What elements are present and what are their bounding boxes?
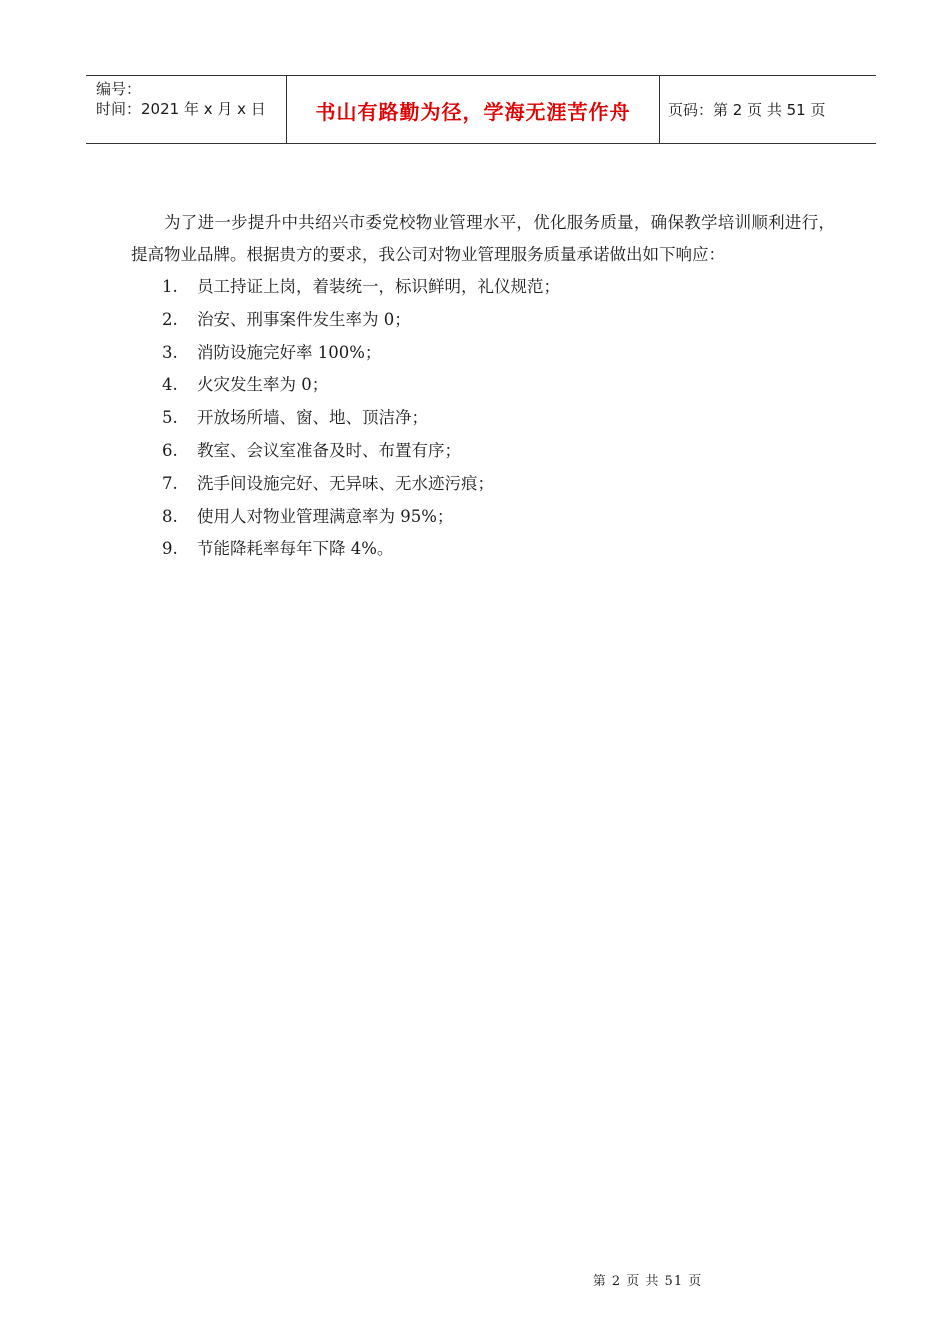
list-item	[131, 271, 835, 304]
header-meta	[86, 76, 287, 143]
list-item	[131, 435, 835, 468]
list-item-text: 治安、刑事案件发生率为 0；	[197, 309, 411, 329]
list-item-text: 使用人对物业管理满意率为 95%；	[197, 506, 454, 526]
list-item-text: 教室、会议室准备及时、布置有序；	[197, 440, 461, 460]
list-item-text: 节能降耗率每年下降 4%。	[197, 539, 394, 559]
list-item	[131, 304, 835, 337]
list-item-number: 3.	[162, 342, 178, 362]
header-motto: 书山有路勤为径，学海无涯苦作舟	[287, 76, 660, 143]
list-item-text: 洗手间设施完好、无异味、无水迹污痕；	[197, 473, 494, 493]
list-item	[131, 402, 835, 435]
list-item-number: 5.	[162, 408, 178, 428]
header-page-indicator: 页码：第 2 页 共 51 页	[668, 101, 826, 119]
list-item	[131, 369, 835, 402]
commitment-list	[131, 271, 835, 566]
list-item-number: 6.	[162, 440, 178, 460]
list-item-number: 7.	[162, 473, 178, 493]
list-item-number: 8.	[162, 506, 178, 526]
list-item-text: 开放场所墙、窗、地、顶洁净；	[197, 408, 428, 428]
document-time-label: 时间：2021 年 x 月 x 日	[96, 100, 266, 118]
list-item-text: 火灾发生率为 0；	[197, 375, 329, 395]
list-item	[131, 501, 835, 534]
list-item	[131, 468, 835, 501]
list-item-number: 2.	[162, 309, 178, 329]
page-header	[86, 75, 876, 144]
list-item-number: 9.	[162, 539, 178, 559]
list-item	[131, 533, 835, 566]
list-item-text: 员工持证上岗，着装统一，标识鲜明，礼仪规范；	[197, 277, 560, 296]
page-footer: 第 2 页 共 51 页	[592, 1274, 703, 1289]
intro-paragraph: 为了进一步提升中共绍兴市委党校物业管理水平，优化服务质量，确保教学培训顺利进行，提高物业品牌。根据贵方的要求，我公司对物业管理服务质量承诺做出如下响应：	[131, 213, 835, 264]
list-item-number: 4.	[162, 375, 178, 395]
list-item-text: 消防设施完好率 100%；	[197, 342, 382, 362]
list-item-number: 1.	[162, 277, 178, 296]
document-body	[131, 207, 835, 566]
list-item	[131, 337, 835, 370]
document-number-label: 编号：	[96, 80, 142, 98]
